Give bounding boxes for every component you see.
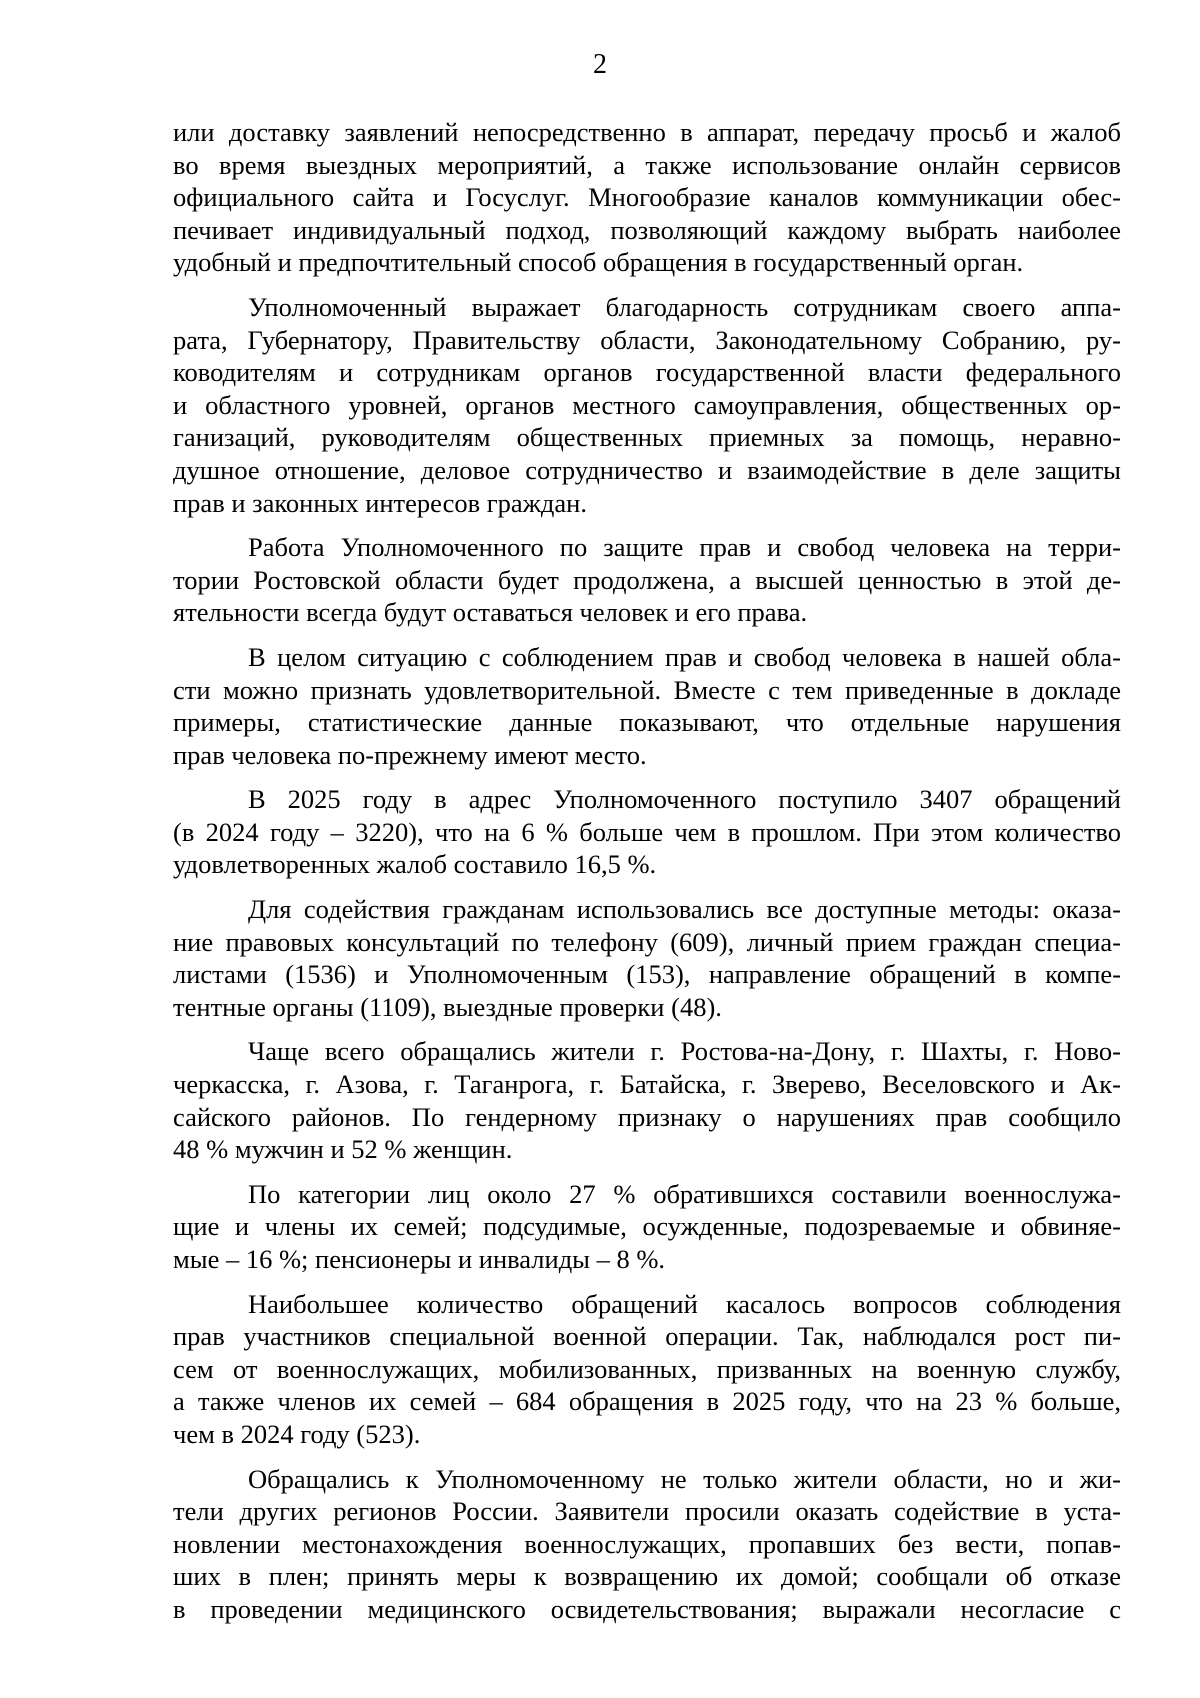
text-line: официального сайта и Госуслуг. Многообразие каналов коммуникации обес- — [173, 182, 1121, 213]
text-line: или доставку заявлений непосредственно в аппарат, передачу просьб и жалоб — [173, 117, 1121, 147]
text-line: По категории лиц около 27 % обратившихся составили военнослужа- — [248, 1178, 1121, 1209]
text-line: ние правовых консультаций по телефону (609), личный прием граждан специа- — [173, 926, 1121, 957]
text-line: в проведении медицинского освидетельствования; выражали несогласие с — [173, 1593, 1121, 1624]
text-line: прав и законных интересов граждан. — [173, 487, 587, 518]
text-line: Для содействия гражданам использовались все доступные методы: оказа- — [248, 894, 1121, 925]
text-line: новлении местонахождения военнослужащих, пропавших без вести, попав- — [173, 1528, 1121, 1559]
text-line: сем от военнослужащих, мобилизованных, призванных на военную службу, — [173, 1353, 1121, 1384]
text-line: мые – 16 %; пенсионеры и инвалиды – 8 %. — [173, 1244, 666, 1274]
text-line: прав участников специальной военной операции. Так, наблюдался рост пи- — [173, 1321, 1121, 1352]
text-line: Обращались к Уполномоченному не только жители области, но и жи- — [248, 1463, 1121, 1494]
text-line: листами (1536) и Уполномоченным (153), направление обращений в компе- — [173, 959, 1121, 990]
text-line: душное отношение, деловое сотрудничество и взаимодействие в деле защиты — [173, 454, 1121, 485]
text-line: 48 % мужчин и 52 % женщин. — [173, 1134, 513, 1165]
text-line: удобный и предпочтительный способ обращения в государственный орган. — [173, 247, 1024, 278]
text-line: ших в плен; принять меры к возвращению их домой; сообщали об отказе — [173, 1561, 1121, 1592]
text-line: удовлетворенных жалоб составило 16,5 %. — [173, 849, 657, 880]
text-line: тели других регионов России. Заявители просили оказать содействие в уста- — [173, 1496, 1121, 1527]
text-line: сайского районов. По гендерному признаку о нарушениях прав сообщило — [173, 1101, 1121, 1132]
paragraph — [173, 641, 1121, 771]
paragraph — [173, 1463, 1121, 1626]
text-line: тории Ростовской области будет продолжена, а высшей ценностью в этой де- — [173, 564, 1121, 595]
text-line: щие и члены их семей; подсудимые, осужденные, подозреваемые и обвиняе- — [173, 1211, 1121, 1242]
text-line: во время выездных мероприятий, а также использование онлайн сервисов — [173, 149, 1121, 180]
text-line: Наибольшее количество обращений касалось вопросов соблюдения — [248, 1288, 1121, 1319]
paragraph — [173, 116, 1121, 279]
text-line: прав человека по-прежнему имеют место. — [173, 739, 647, 770]
page-number: 2 — [593, 49, 607, 80]
paragraph — [173, 893, 1121, 1023]
text-line: рата, Губернатору, Правительству области, Законодательному Собранию, ру- — [173, 324, 1121, 355]
text-line: и областного уровней, органов местного самоуправления, общественных ор- — [173, 389, 1121, 420]
text-line: ятельности всегда будут оставаться человек и его права. — [173, 597, 808, 628]
text-line: Работа Уполномоченного по защите прав и свобод человека на терри- — [248, 532, 1121, 563]
text-line: Уполномоченный выражает благодарность сотрудникам своего аппа- — [248, 291, 1121, 322]
paragraph — [173, 1288, 1121, 1451]
text-line: а также членов их семей – 684 обращения в 2025 году, что на 23 % больше, — [173, 1386, 1121, 1417]
text-line: Чаще всего обращались жители г. Ростова-на-Дону, г. Шахты, г. Ново- — [248, 1036, 1121, 1067]
text-line: примеры, статистические данные показывают, что отдельные нарушения — [173, 707, 1121, 738]
text-line: печивает индивидуальный подход, позволяющий каждому выбрать наиболее — [173, 214, 1121, 245]
document-body — [173, 116, 1121, 1638]
paragraph — [173, 1178, 1121, 1276]
paragraph — [173, 783, 1121, 881]
paragraph — [173, 531, 1121, 629]
text-line: (в 2024 году – 3220), что на 6 % больше чем в прошлом. При этом количество — [173, 816, 1121, 847]
text-line: сти можно признать удовлетворительной. Вместе с тем приведенные в докладе — [173, 674, 1121, 705]
text-line: ководителям и сотрудникам органов государственной власти федерального — [173, 357, 1121, 388]
paragraph — [173, 291, 1121, 519]
paragraph — [173, 1035, 1121, 1165]
text-line: В 2025 году в адрес Уполномоченного поступило 3407 обращений — [248, 784, 1121, 815]
text-line: В целом ситуацию с соблюдением прав и свобод человека в нашей обла- — [248, 641, 1121, 672]
text-line: ганизаций, руководителям общественных приемных за помощь, неравно- — [173, 422, 1121, 453]
text-line: чем в 2024 году (523). — [173, 1418, 421, 1449]
text-line: тентные органы (1109), выездные проверки (48). — [173, 991, 722, 1022]
text-line: черкасска, г. Азова, г. Таганрога, г. Батайска, г. Зверево, Веселовского и Ак- — [173, 1069, 1121, 1100]
